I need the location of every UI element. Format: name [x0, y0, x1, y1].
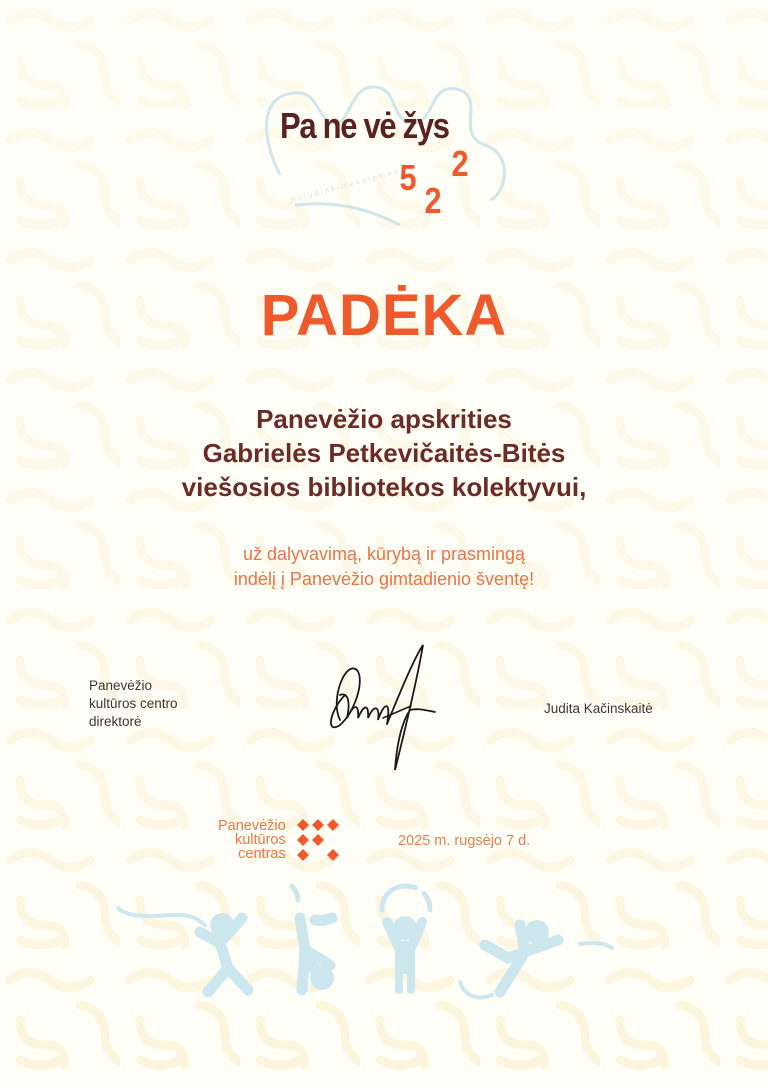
org-name-line: kultūros	[234, 832, 286, 848]
panevezys-522-logo	[240, 75, 530, 235]
logo-swirl-line-icon	[240, 75, 530, 235]
dancing-figures-decoration	[100, 880, 660, 1010]
logo-digit-5: 5	[399, 157, 417, 198]
hoop-person-icon	[387, 916, 422, 990]
org-name-line: centras	[238, 846, 286, 862]
reason-line: indėlį į Panevėžio gimtadienio šventę!	[233, 569, 535, 589]
cartwheel-person-icon	[300, 918, 334, 990]
diamond-grid-k-icon	[296, 818, 340, 862]
signer-role-line: kultūros centro	[89, 696, 178, 711]
leaping-person-icon	[485, 920, 558, 992]
logo-digit-2-low: 2	[424, 180, 442, 221]
reason-line: už dalyvavimą, kūrybą ir prasmingą	[242, 544, 526, 564]
signer-role-line: Panevėžio	[89, 678, 153, 693]
recipient-block	[0, 402, 768, 504]
org-name-line: Panevėžio	[218, 818, 286, 834]
signer-name: Judita Kačinskaitė	[544, 701, 653, 716]
handwritten-signature-icon	[325, 640, 445, 780]
jumping-person-icon	[200, 913, 248, 992]
recipient-line: Panevėžio apskrities	[256, 404, 512, 434]
recipient-line: viešosios bibliotekos kolektyvui,	[181, 472, 587, 502]
signer-role	[89, 677, 178, 731]
logo-digit-2-high: 2	[451, 143, 469, 184]
logo-wordmark: Pa ne vė žys	[280, 105, 449, 146]
certificate-title: PADĖKA	[260, 283, 508, 348]
reason-block	[0, 542, 768, 592]
kulturos-centras-logo	[218, 818, 340, 862]
certificate-date: 2025 m. rugsėjo 7 d.	[398, 833, 531, 849]
org-name	[218, 819, 286, 861]
recipient-line: Gabrielės Petkevičaitės-Bitės	[202, 438, 566, 468]
signer-role-line: direktorė	[89, 714, 142, 729]
svg-text:S u j u d i n k i m e k a i: S u j u d i n k i m e k a i p m e s	[289, 167, 399, 205]
